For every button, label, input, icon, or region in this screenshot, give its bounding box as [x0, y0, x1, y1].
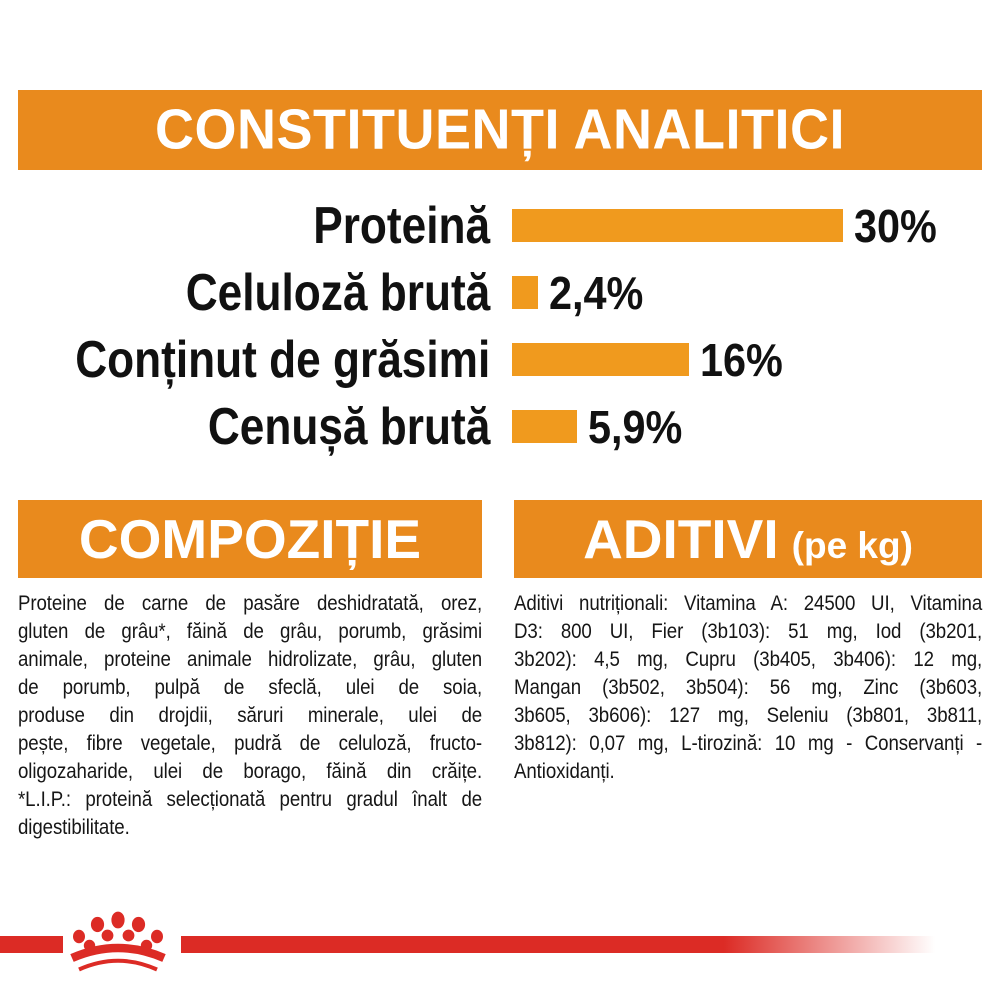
- composition-text-line: oligozaharide, ulei de borago, făină din crăițe.: [18, 760, 483, 783]
- chart-row: [0, 259, 1000, 326]
- composition-text-line: digestibilitate.: [18, 816, 130, 839]
- composition-text: [18, 590, 482, 842]
- composition-header: [18, 500, 482, 578]
- analytical-constituents-title: CONSTITUENȚI ANALITICI: [155, 98, 845, 162]
- additives-text-line: 3b812): 0,07 mg, L-tirozină: 10 mg - Conservanți -: [514, 732, 983, 755]
- chart-row: [0, 192, 1000, 259]
- chart-row-label: Cenușă brută: [207, 397, 490, 456]
- brand-stripe-left: [0, 936, 63, 953]
- chart-row-label: Conținut de grăsimi: [74, 330, 490, 389]
- chart-row-value: 30%: [854, 199, 937, 252]
- additives-text-line: Aditivi nutriționali: Vitamina A: 24500 UI, Vitamina: [514, 592, 983, 615]
- additives-text-line: D3: 800 UI, Fier (3b103): 51 mg, Iod (3b201,: [514, 620, 983, 643]
- additives-text: [514, 590, 982, 786]
- additives-text-line: 3b605, 3b606): 127 mg, Seleniu (3b801, 3b811,: [514, 704, 983, 727]
- royal-canin-crown-logo: [66, 911, 170, 977]
- analytical-constituents-banner: [18, 90, 982, 170]
- brand-stripe-right: [181, 936, 935, 953]
- chart-row-value: 5,9%: [588, 400, 683, 453]
- chart-row-value: 2,4%: [549, 266, 644, 319]
- chart-row: [0, 326, 1000, 393]
- composition-text-line: animale, proteine animale hidrolizate, grâu, gluten: [18, 648, 483, 671]
- chart-row-label: Celuloză brută: [185, 263, 490, 322]
- composition-text-line: Proteine de carne de pasăre deshidratată, orez,: [18, 592, 483, 615]
- additives-text-line: 3b202): 4,5 mg, Cupru (3b405, 3b406): 12 mg,: [514, 648, 983, 671]
- chart-bar: [512, 276, 538, 309]
- additives-text-line: Mangan (3b502, 3b504): 56 mg, Zinc (3b603,: [514, 676, 983, 699]
- chart-row-label: Proteină: [313, 196, 490, 255]
- additives-unit: (pe kg): [791, 525, 913, 566]
- composition-title: COMPOZIȚIE: [78, 508, 422, 570]
- composition-text-line: *L.I.P.: proteină selecționată pentru gradul înalt de: [18, 788, 483, 811]
- chart-bar: [512, 209, 843, 242]
- composition-text-line: de porumb, pulpă de sfeclă, ulei de soia,: [18, 676, 483, 699]
- chart-bar: [512, 343, 689, 376]
- chart-bar: [512, 410, 577, 443]
- additives-title: ADITIVI: [583, 508, 779, 570]
- chart-row-value: 16%: [700, 333, 783, 386]
- composition-text-line: pește, fibre vegetale, pudră de celuloză, fructo-: [18, 732, 483, 755]
- chart-row: [0, 393, 1000, 460]
- additives-header: [514, 500, 982, 578]
- additives-section: [514, 500, 982, 786]
- composition-text-line: produse din drojdii, săruri minerale, ulei de: [18, 704, 483, 727]
- composition-section: [18, 500, 482, 842]
- additives-text-line: Antioxidanți.: [514, 760, 615, 783]
- composition-text-line: gluten de grâu*, făină de grâu, porumb, grăsimi: [18, 620, 483, 643]
